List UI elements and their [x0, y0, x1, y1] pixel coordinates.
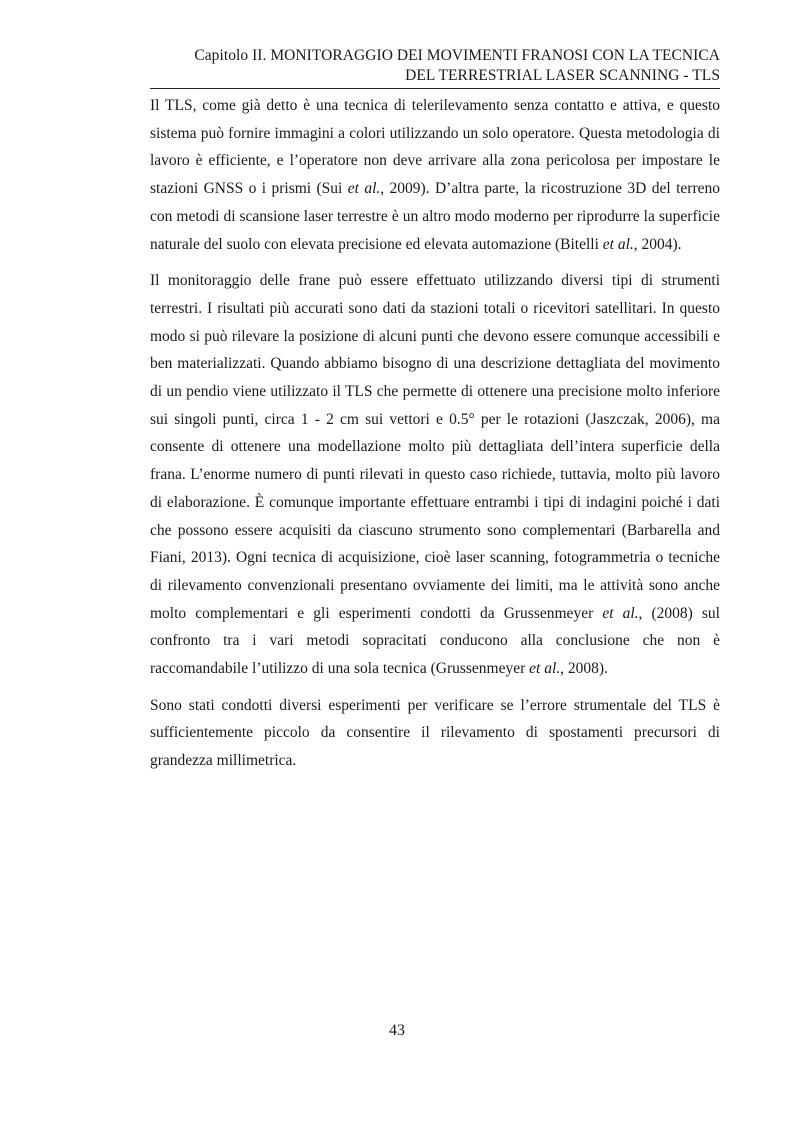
page-number: 43 [389, 1022, 405, 1039]
paragraph-2-text-e: , 2008). [560, 660, 608, 678]
citation-et-al: et al. [602, 235, 634, 253]
citation-et-al: et al. [529, 660, 561, 678]
paragraph-1-text-c: , 2009). D’altra parte, la ricostruzione 3D del terreno con metodi di scansione laser terrestre è un altro modo moderno per riprodurre la superficie naturale del suolo con elevata precisione ed elevata automazione (Bitelli [150, 180, 720, 253]
body-text [150, 92, 720, 775]
paragraph-2-text-a: Il monitoraggio delle frane può essere effettuato utilizzando diversi tipi di strumenti terrestri. I risultati più accurati sono dati da stazioni totali o ricevitori satellitari. In questo modo si può rilevare la posizione di alcuni punti che devono essere comunque accessibili e ben materializzati. Quando abbiamo bisogno di una descrizione dettagliata del movimento di un pendio viene utilizzato il TLS che permette di ottenere una precisione molto inferiore sui singoli punti, circa 1 - 2 cm sui vettori e 0.5° per le rotazioni (Jaszczak, 2006), ma consente di ottenere una modellazione molto più dettagliata dell’intera superficie della frana. L’enorme numero di punti rilevati in questo caso richiede, tuttavia, molto più lavoro di elaborazione. È comunque importante effettuare entrambi i tipi di indagini poiché i dati che possono essere acquisiti da ciascuno strumento sono complementari (Barbarella and Fiani, 2013). Ogni tecnica di acquisizione, cioè laser scanning, fotogrammetria o tecniche di rilevamento convenzionali presentano ovviamente dei limiti, ma le attività sono anche molto complementari e gli esperimenti condotti da Grussenmeyer [150, 272, 720, 622]
header-rule [150, 88, 720, 89]
paragraph-2 [150, 267, 720, 683]
citation-et-al: et al. [347, 180, 381, 198]
paragraph-1-text-a: Il TLS, come già detto è una tecnica di telerilevamento senza contatto e attiva, e questo sistema può fornire immagini a colori utilizzando un solo operatore. Questa metodologia di lavoro è efficiente, e l’operatore non deve arrivare alla zona pericolosa per impostare le stazioni GNSS o i prismi (Sui [150, 97, 720, 198]
paragraph-2-text-c: , (2008) sul confronto tra i vari metodi sopracitati conducono alla conclusione che non è raccomandabile l’utilizzo di una sola tecnica (Grussenmeyer [150, 604, 720, 678]
citation-et-al: et al. [602, 604, 639, 622]
paragraph-1 [150, 92, 720, 258]
header-line-1: Capitolo II. MONITORAGGIO DEI MOVIMENTI FRANOSI CON LA TECNICA [194, 47, 720, 64]
paragraph-1-text-e: , 2004). [633, 235, 682, 253]
header-line-2: DEL TERRESTRIAL LASER SCANNING - TLS [405, 67, 720, 84]
paragraph-3: Sono stati condotti diversi esperimenti per verificare se l’errore strumentale del TLS è sufficientemente piccolo da consentire il rilevamento di spostamenti precursori di grandezza millimetrica. [150, 696, 720, 770]
running-header [150, 46, 720, 86]
